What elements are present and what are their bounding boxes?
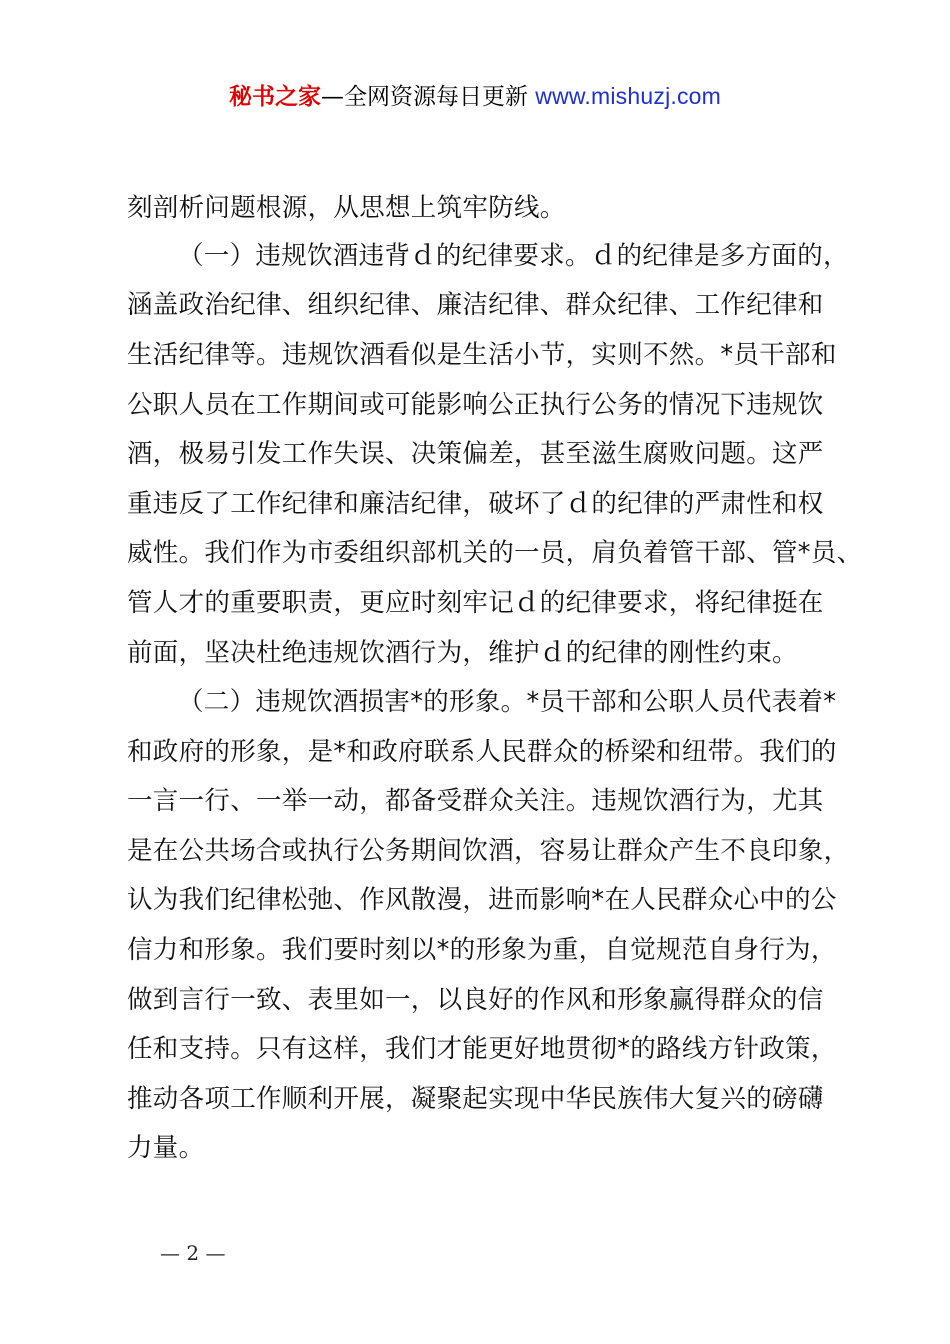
site-url[interactable]: www.mishuzj.com [535, 83, 722, 109]
body-text-line: 生活纪律等。违规饮酒看似是生活小节，实则不然。*员干部和 [127, 340, 837, 370]
body-text-line: 认为我们纪律松弛、作风散漫，进而影响*在人民群众心中的公 [127, 885, 837, 915]
body-text-line: 推动各项工作顺利开展，凝聚起实现中华民族伟大复兴的磅礴 [127, 1084, 824, 1114]
body-text-line: 做到言行一致、表里如一，以良好的作风和形象赢得群众的信 [127, 985, 824, 1015]
body-text-line: 刻剖析问题根源，从思想上筑牢防线。 [127, 193, 566, 223]
body-text-line: 是在公共场合或执行公务期间饮酒，容易让群众产生不良印象， [127, 836, 850, 866]
body-text-line: 信力和形象。我们要时刻以*的形象为重，自觉规范自身行为， [127, 935, 837, 965]
body-text-line: 前面，坚决杜绝违规饮酒行为，维护ｄ的纪律的刚性约束。 [127, 638, 798, 668]
paragraph-heading-2: （二）违规饮酒损害*的形象。*员干部和公职人员代表着* [178, 687, 837, 717]
page-number: — 2 — [160, 1241, 226, 1265]
body-text-line: 威性。我们作为市委组织部机关的一员，肩负着管干部、管*员、 [127, 538, 863, 568]
brand-name: 秘书之家 [228, 84, 321, 110]
body-text-line: 涵盖政治纪律、组织纪律、廉洁纪律、群众纪律、工作纪律和 [127, 290, 824, 320]
body-text-line: 管人才的重要职责，更应时刻牢记ｄ的纪律要求，将纪律挺在 [127, 588, 824, 618]
body-text-line: 酒，极易引发工作失误、决策偏差，甚至滋生腐败问题。这严 [127, 439, 824, 469]
body-text-line: 公职人员在工作期间或可能影响公正执行公务的情况下违规饮 [127, 390, 824, 420]
body-text-line: 一言一行、一举一动，都备受群众关注。违规饮酒行为，尤其 [127, 786, 824, 816]
page-header [0, 80, 950, 113]
body-text-line: 力量。 [127, 1133, 205, 1163]
paragraph-heading-1: （一）违规饮酒违背ｄ的纪律要求。ｄ的纪律是多方面的， [178, 241, 849, 271]
header-slogan: —全网资源每日更新 [320, 84, 528, 110]
body-text-line: 重违反了工作纪律和廉洁纪律，破坏了ｄ的纪律的严肃性和权 [127, 489, 824, 519]
body-text-line: 任和支持。只有这样，我们才能更好地贯彻*的路线方针政策， [127, 1034, 837, 1064]
body-text-line: 和政府的形象，是*和政府联系人民群众的桥梁和纽带。我们的 [127, 737, 837, 767]
